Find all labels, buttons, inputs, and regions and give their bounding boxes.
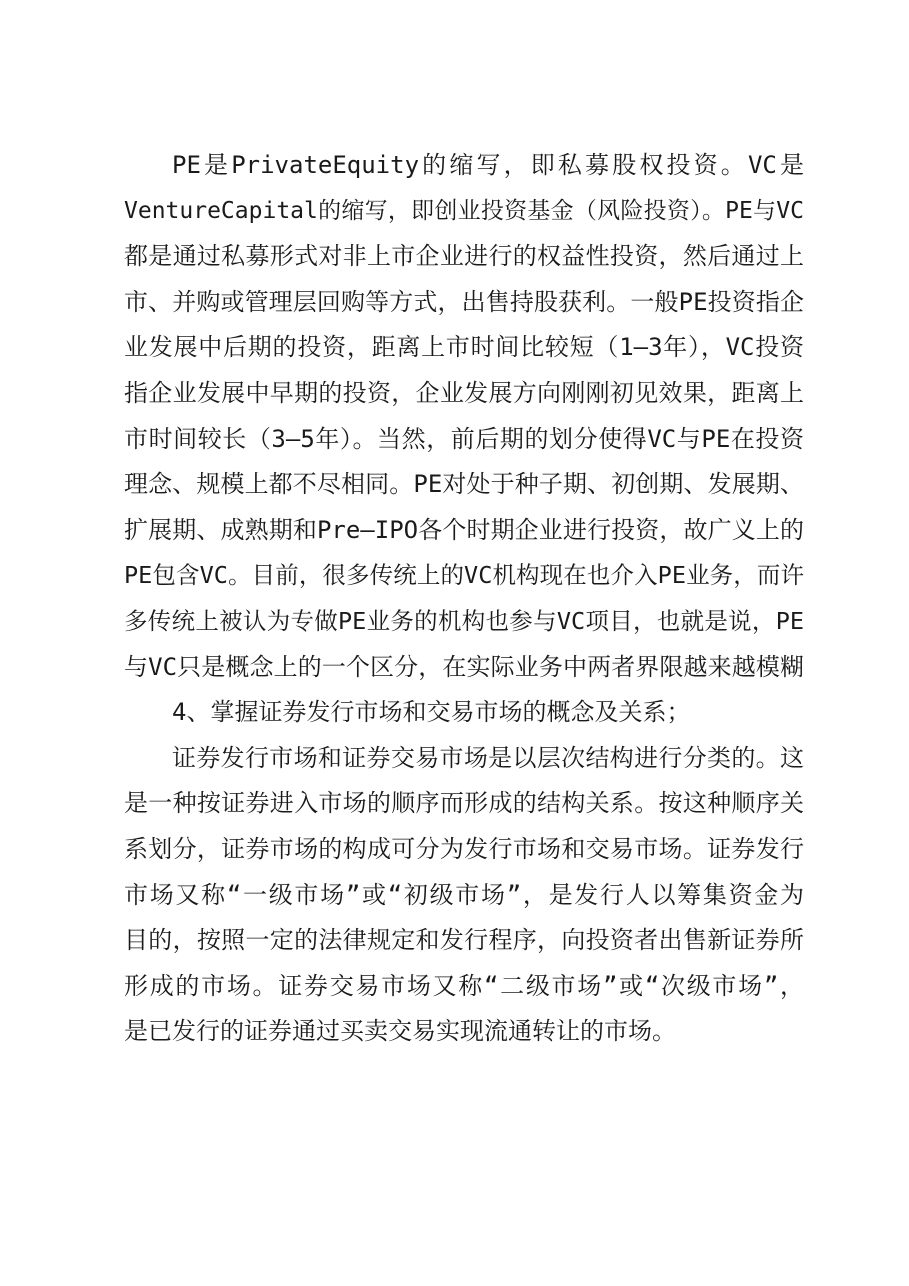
text-line: PE是PrivateEquity的缩写，即私募股权投资。VC是 xyxy=(172,151,804,179)
text-line: 目的，按照一定的法律规定和发行程序，向投资者出售新证券所 xyxy=(124,926,804,955)
text-line: 市场又称“一级市场”或“初级市场”，是发行人以筹集资金为 xyxy=(124,880,804,909)
text-line: 是已发行的证券通过买卖交易实现流通转让的市场。 xyxy=(124,1017,676,1046)
text-line: 都是通过私募形式对非上市企业进行的权益性投资，然后通过上 xyxy=(124,242,804,271)
text-line: VentureCapital的缩写，即创业投资基金（风险投资）。PE与VC xyxy=(124,197,804,224)
text-line: 指企业发展中早期的投资，企业发展方向刚刚初见效果，距离上 xyxy=(124,378,804,407)
text-line: 扩展期、成熟期和Pre—IPO各个时期企业进行投资，故广义上的 xyxy=(124,515,804,544)
text-line: 是一种按证券进入市场的顺序而形成的结构关系。按这种顺序关 xyxy=(124,789,804,818)
text-line: 4、掌握证券发行市场和交易市场的概念及关系； xyxy=(172,698,691,727)
document-body xyxy=(124,143,804,1055)
text-line: 证券发行市场和证券交易市场是以层次结构进行分类的。这 xyxy=(172,743,804,772)
text-line: 与VC只是概念上的一个区分，在实际业务中两者界限越来越模糊 xyxy=(124,652,804,681)
text-line: 业发展中后期的投资，距离上市时间比较短（1—3年），VC投资 xyxy=(124,333,804,362)
text-line: 形成的市场。证券交易市场又称“二级市场”或“次级市场”， xyxy=(124,971,804,1000)
text-line: 理念、规模上都不尽相同。PE对处于种子期、初创期、发展期、 xyxy=(124,470,804,499)
text-line: PE包含VC。目前，很多传统上的VC机构现在也介入PE业务，而许 xyxy=(124,561,804,590)
text-line: 市时间较长（3—5年）。当然，前后期的划分使得VC与PE在投资 xyxy=(124,424,804,453)
text-line: 市、并购或管理层回购等方式，出售持股获利。一般PE投资指企 xyxy=(124,287,804,316)
text-line: 系划分，证券市场的构成可分为发行市场和交易市场。证券发行 xyxy=(124,834,804,863)
text-line: 多传统上被认为专做PE业务的机构也参与VC项目，也就是说，PE xyxy=(124,606,804,635)
